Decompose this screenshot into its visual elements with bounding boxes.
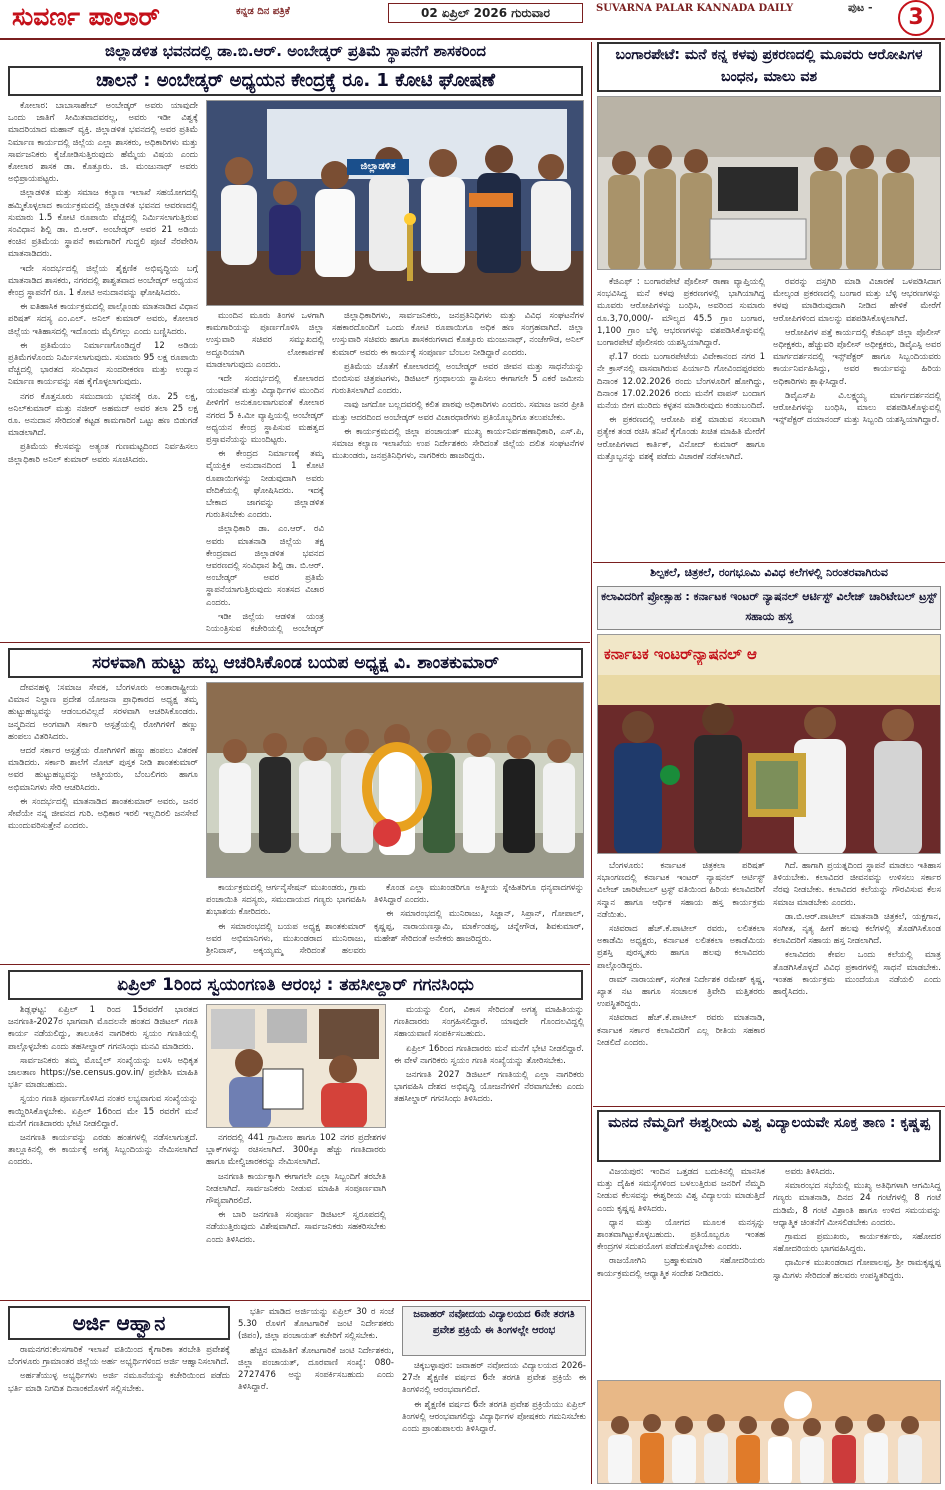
article6-column-1	[597, 1166, 765, 1376]
article6-column-2	[773, 1166, 941, 1376]
article6-photo	[597, 1380, 941, 1484]
issue-date: 02 ಏಪ್ರಿಲ್ 2026 ಗುರುವಾರ	[388, 3, 583, 23]
article3-paragraph: ಕಲಾವಿದರು ಕೇವಲ ಒಂದು ಕಲೆಯಲ್ಲಿ ಮಾತ್ರ ತೊಡಗಿಸಿಕೊಳ್ಳದೆ ವಿವಿಧ ಪ್ರಕಾರಗಳಲ್ಲಿ ಸಾಧನೆ ಮಾಡಬೇಕು. ಇಂತಹ ಕಾರ್ಯಕ್ರಮ ಮುಂದೆಯೂ ನಡೆಯಲಿ ಎಂದು ಹಾರೈಸಿದರು.	[773, 950, 941, 998]
article1-photo-banner: ಜಿಲ್ಲಾಡಳಿತ	[347, 159, 409, 175]
article-application-invite	[0, 1302, 398, 1488]
article1-paragraph: ಈ ಕೇಂದ್ರದ ನಿರ್ಮಾಣಕ್ಕೆ ತಮ್ಮ ವೈಯಕ್ತಿಕ ಅನುದಾನದಿಂದ 1 ಕೋಟಿ ರೂಪಾಯಿಗಳನ್ನು ನೀಡುವುದಾಗಿ ಅವರು ವೇದಿಕೆಯಲ್ಲಿ ಘೋಷಿಸಿದರು. ಇದಕ್ಕೆ ಬೇಕಾದ ಜಾಗವನ್ನು ಜಿಲ್ಲಾಡಳಿತ ಗುರುತಿಸಬೇಕು ಎಂದರು.	[206, 449, 324, 521]
article2-column-1	[597, 276, 765, 558]
article4-column-3	[374, 882, 584, 958]
article1-paragraph: ಜಿಲ್ಲಾಧಿಕಾರಿಗಳು, ಸಾರ್ವಜನಿಕರು, ಜನಪ್ರತಿನಿಧಿಗಳು ಮತ್ತು ವಿವಿಧ ಸಂಘಟನೆಗಳ ಸಹಕಾರದೊಂದಿಗೆ ಒಂದು ಕೋಟಿ ರೂಪಾಯಿಗೂ ಅಧಿಕ ಹಣ ಸಂಗ್ರಹವಾಗಿದೆ. ಜಿಲ್ಲಾ ಉಸ್ತುವಾರಿ ಸಚಿವರು ಹಾಗೂ ಶಾಸಕರುಗಳಾದ ಕೊತ್ತೂರು ಮಂಜುನಾಥ್, ನಂಜೇಗೌಡ, ಅನಿಲ್ ಕುಮಾರ್ ಅವರು ಈ ಕಾರ್ಯಕ್ಕೆ ಸಂಪೂರ್ಣ ಬೆಂಬಲ ನೀಡಿದ್ದಾರೆ ಎಂದರು.	[332, 311, 584, 358]
article2-paragraph: ರವರನ್ನು ದಸ್ತಗಿರಿ ಮಾಡಿ ವಿಚಾರಣೆ ಒಳಪಡಿಸಿದಾಗ ಮೇಲ್ಕಂಡ ಪ್ರಕರಣದಲ್ಲಿ ಬಂಗಾರ ಮತ್ತು ಬೆಳ್ಳಿ ಆಭರಣಗಳನ್ನು ಕಳವು ಮಾಡಿರುವುದಾಗಿ ನೀಡಿದ ಹೇಳಿಕೆ ಮೇರೆಗೆ ಆರೋಪಿಗಳಿಂದ ಮಾಲನ್ನು ವಶಪಡಿಸಿಕೊಳ್ಳಲಾಗಿದೆ.	[773, 277, 941, 324]
article8-column-1	[402, 1360, 586, 1486]
article1-column-3	[332, 310, 584, 634]
article1-paragraph: ಈ ಪ್ರತಿಮೆಯು ನಿರ್ಮಾಣಗೊಂಡಿದ್ದರೆ 12 ಅಡಿಯ ಪ್ರತಿಮೆಗಳೊಂದು ನಿರ್ಮಿಸಲಾಗುವುದು. ಸುಮಾರು 95 ಲಕ್ಷ ರೂಪಾಯಿ ವೆಚ್ಚದಲ್ಲಿ ಭಾರತದ ಸಂವಿಧಾನ ಸುಂದರೀಕರಣ ಮತ್ತು ಉದ್ಯಾನ ನಿರ್ಮಾಣ ಕಾರ್ಯವನ್ನು ಸಹ ಕೈಗೊಳ್ಳಲಾಗುವುದು.	[8, 340, 198, 388]
article1-paragraph: ಈ ಕಾರ್ಯಕ್ರಮದಲ್ಲಿ ಜಿಲ್ಲಾ ಪಂಚಾಯತ್ ಮುಖ್ಯ ಕಾರ್ಯನಿರ್ವಹಣಾಧಿಕಾರಿ, ಎಸ್.ಪಿ, ಸಮಾಜ ಕಲ್ಯಾಣ ಇಲಾಖೆಯ ಉಪ ನಿರ್ದೇಶಕರು ಸೇರಿದಂತೆ ಜಿಲ್ಲೆಯ ದಲಿತ ಸಂಘಟನೆಗಳ ಮುಖಂಡರು, ಜನಪ್ರತಿನಿಧಿಗಳು, ನಾಗರಿಕರು ಹಾಜರಿದ್ದರು.	[332, 426, 584, 462]
article7-paragraph: ಹೆಚ್ಚಿನ ಮಾಹಿತಿಗೆ ತೋಟಗಾರಿಕೆ ಜಂಟಿ ನಿರ್ದೇಶಕರು, ಜಿಲ್ಲಾ ಪಂಚಾಯತ್, ದೂರವಾಣಿ ಸಂಖ್ಯೆ: 080-2727476 ಅನ್ನು ಸಂಪರ್ಕಿಸಬಹುದು ಎಂದು ತಿಳಿಸಿದ್ದಾರೆ.	[238, 1345, 394, 1393]
newspaper-title: ಸುವರ್ಣ ಪಾಲಾರ್	[12, 2, 160, 31]
article7-paragraph: ರಾಮನಗರ:ಕೆಲಸಗಾರಿಕೆ ಇಲಾಖೆ ವತಿಯಿಂದ ಕೈಗಾರಿಕಾ ತರಬೇತಿ ಪ್ರವೇಶಕ್ಕೆ ಬೆಂಗಳೂರು ಗ್ರಾಮಾಂತರ ಜಿಲ್ಲೆಯ ಅರ್ಹ ಅಭ್ಯರ್ಥಿಗಳಿಂದ ಅರ್ಜಿ ಆಹ್ವಾನಿಸಲಾಗಿದೆ.	[8, 1345, 230, 1368]
article4-column-2	[206, 882, 366, 958]
article8-paragraph: ಈ ಶೈಕ್ಷಣಿಕ ವರ್ಷದ 6ನೇ ತರಗತಿ ಪ್ರವೇಶ ಪ್ರಕ್ರಿಯೆಯು ಏಪ್ರಿಲ್ ತಿಂಗಳಲ್ಲಿ ಆರಂಭವಾಗಲಿದ್ದು ವಿದ್ಯಾರ್ಥಿಗಳ ಪೋಷಕರು ಗಮನಿಸಬೇಕು ಎಂದು ಪ್ರಾಂಶುಪಾಲರು ತಿಳಿಸಿದ್ದಾರೆ.	[402, 1399, 586, 1435]
article4-paragraph: ಈ ಸಂದರ್ಭದಲ್ಲಿ ಮಾತನಾಡಿದ ಶಾಂತಕುಮಾರ್ ಅವರು, ಜನರ ಸೇವೆಯೇ ನನ್ನ ಜೀವನದ ಗುರಿ. ಅಧಿಕಾರ ಇರಲಿ ಇಲ್ಲದಿರಲಿ ಜನಸೇವೆ ಮುಂದುವರಿಸುತ್ತೇನೆ ಎಂದರು.	[8, 796, 198, 832]
article2-paragraph: ಫೆ.17 ರಂದು ಬಂಗಾರಪೇಟೆಯ ವಿವೇಕಾನಂದ ನಗರ 1 ನೇ ಕ್ರಾಸ್‌ನಲ್ಲಿ ವಾಸವಾಗಿರುವ ಪಿರ್ಯಾದಿ ಗೋವಿಂದಪ್ಪರವರು ದಿನಾಂಕ 12.02.2026 ರಂದು ಬೆಂಗಳೂರಿಗೆ ಹೋಗಿದ್ದು, ದಿನಾಂಕ 17.02.2026 ರಂದು ಮನೆಗೆ ವಾಪಸ್ ಬಂದಾಗ ಮನೆಯ ಬೀಗ ಮುರಿದು ಕಳ್ಳತನ ಮಾಡಿರುವುದು ಕಂಡುಬಂದಿದೆ.	[597, 352, 765, 412]
article5-paragraph: ನಗರದಲ್ಲಿ 441 ಗ್ರಾಮೀಣ ಹಾಗೂ 102 ನಗರ ಪ್ರದೇಶಗಳ ಬ್ಲಾಕ್‌ಗಳನ್ನು ರಚಿಸಲಾಗಿದೆ. 300ಕ್ಕೂ ಹೆಚ್ಚು ಗಣತಿದಾರರು ಹಾಗೂ ಮೇಲ್ವಿಚಾರಕರನ್ನು ನೇಮಿಸಲಾಗಿದೆ.	[206, 1133, 386, 1168]
article2-paragraph: ಈ ಪ್ರಕರಣದಲ್ಲಿ ಆರೋಪಿ ಪತ್ತೆ ಮಾಡುವ ಸಲುವಾಗಿ ಪ್ರತ್ಯೇಕ ತಂಡ ರಚಿಸಿ ತನಿಖೆ ಕೈಗೊಂಡು ಖಚಿತ ಮಾಹಿತಿ ಮೇರೆಗೆ ಆರೋಪಿಗಳಾದ ಕಾರ್ತಿಕ್, ವಿನೋದ್ ಕುಮಾರ್ ಹಾಗೂ ಮತ್ತೊಬ್ಬನನ್ನು ವಶಕ್ಕೆ ಪಡೆದು ವಿಚಾರಣೆ ನಡೆಸಲಾಗಿದೆ.	[597, 415, 765, 462]
article4-paragraph: ದೇವನಹಳ್ಳಿ :ಸಮಾಜ ಸೇವಕ, ಬೆಂಗಳೂರು ಅಂತಾರಾಷ್ಟ್ರೀಯ ವಿಮಾನ ನಿಲ್ದಾಣ ಪ್ರದೇಶ ಯೋಜನಾ ಪ್ರಾಧಿಕಾರದ ಅಧ್ಯಕ್ಷ ತಮ್ಮ ಹುಟ್ಟುಹಬ್ಬವನ್ನು ಆಡಂಬರವಿಲ್ಲದೆ ಸರಳವಾಗಿ ಆಚರಿಸಿಕೊಂಡರು. ಜನ್ಮದಿನದ ಅಂಗವಾಗಿ ಸರ್ಕಾರಿ ಆಸ್ಪತ್ರೆಯಲ್ಲಿ ರೋಗಿಗಳಿಗೆ ಹಣ್ಣು ಹಂಪಲು ವಿತರಿಸಿದರು.	[8, 683, 198, 742]
article4-headline: ಸರಳವಾಗಿ ಹುಟ್ಟು ಹಬ್ಬ ಆಚರಿಸಿಕೊಂಡ ಬಯಪ ಅಧ್ಯಕ್ಷ ವಿ. ಶಾಂತಕುಮಾರ್	[8, 648, 583, 678]
newspaper-tagline: ಕನ್ನಡ ದಿನ ಪತ್ರಿಕೆ	[236, 6, 290, 17]
article7-headline: ಅರ್ಜಿ ಆಹ್ವಾನ	[8, 1306, 230, 1340]
article5-headline: ಏಪ್ರಿಲ್ 1ರಿಂದ ಸ್ವಯಂಗಣತಿ ಆರಂಭ : ತಹಸೀಲ್ದಾರ್ ಗಗನಸಿಂಧು	[8, 970, 583, 1000]
article5-paragraph: ಮಯನ್ನು ಲಿಂಗ, ವಿಕಾಸ ಸೇರಿದಂತೆ ಅಗತ್ಯ ಮಾಹಿತಿಯನ್ನು ಗಣತಿದಾರರು ಸಂಗ್ರಹಿಸಲಿದ್ದಾರೆ. ಯಾವುದೇ ಗೊಂದಲವಿದ್ದಲ್ಲಿ ಸಹಾಯವಾಣಿ ಸಂಪರ್ಕಿಸಬಹುದು.	[394, 1005, 584, 1040]
article2-column-2	[773, 276, 941, 558]
article1-paragraph: ಪ್ರತಿಮೆಯ ಕೆಲಸವನ್ನು ಅತ್ಯಂತ ಗುಣಮಟ್ಟದಿಂದ ನಿರ್ವಹಿಸಲು ಜಿಲ್ಲಾಧಿಕಾರಿ ಅನಿಲ್ ಕುಮಾರ್ ಅವರು ಸೂಚಿಸಿದರು.	[8, 442, 198, 465]
census-officials-image	[207, 1005, 386, 1128]
article6-paragraph: ಅವರು ತಿಳಿಸಿದರು.	[785, 1167, 836, 1177]
article4-paragraph: ಆದರೆ ಸರ್ಕಾರ ಆಸ್ಪತ್ರೆಯ ರೋಗಿಗಳಿಗೆ ಹಣ್ಣು ಹಂಪಲು ವಿತರಣೆ ಮಾಡಿದರು. ಸರ್ಕಾರಿ ಶಾಲೆಗೆ ನೋಟ್ ಪುಸ್ತಕ ನೀಡಿ ಶಾಂತಕುಮಾರ್ ಅವರ ಹುಟ್ಟುಹಬ್ಬವನ್ನು ಆತ್ಮೀಯರು, ಬೆಂಬಲಿಗರು ಹಾಗೂ ಅಭಿಮಾನಿಗಳು ಸೇರಿ ಆಚರಿಸಿದರು.	[8, 746, 198, 793]
article4-column-1	[8, 682, 198, 958]
article3-photo-banner: ಕರ್ನಾಟಕ ಇಂಟರ್‌ನ್ಯಾಷನಲ್ ಆ	[604, 645, 757, 663]
article-artist-village-trust	[593, 564, 945, 1104]
article1-paragraph: ಪ್ರತಿಮೆಯ ಜೊತೆಗೆ ಕೋಲಾರದಲ್ಲಿ ಅಂಬೇಡ್ಕರ್ ಅವರ ಜೀವನ ಮತ್ತು ಸಾಧನೆಯನ್ನು ಬಿಂಬಿಸುವ ಚಿತ್ರಪಟಗಳು, ಡಿಜಿಟಲ್ ಗ್ರಂಥಾಲಯ ಸ್ಥಾಪಿಸಲು ಈಗಾಗಲೇ 5 ಎಕರೆ ಜಮೀನು ಗುರುತಿಸಲಾಗಿದೆ ಎಂದರು.	[332, 361, 584, 397]
article5-paragraph: ಸಾರ್ವಜನಿಕರು ತಮ್ಮ ಮೊಬೈಲ್ ಸಂಖ್ಯೆಯನ್ನು ಬಳಸಿ ಅಧಿಕೃತ ಜಾಲತಾಣ https://se.census.gov.in/ ಪ್ರವೇಶಿಸಿ ಮಾಹಿತಿ ಭರ್ತಿ ಮಾಡಬಹುದು.	[8, 1055, 198, 1091]
article5-paragraph: ಜನಗಣತಿ ಕಾರ್ಯವನ್ನು ಎರಡು ಹಂತಗಳಲ್ಲಿ ನಡೆಸಲಾಗುತ್ತದೆ. ತಾಲ್ಲೂಕಿನಲ್ಲಿ ಈ ಕಾರ್ಯಕ್ಕೆ ಅಗತ್ಯ ಸಿಬ್ಬಂದಿಯನ್ನು ನೇಮಿಸಲಾಗಿದೆ ಎಂದರು.	[8, 1133, 198, 1168]
article1-paragraph: ಇದೇ ಸಂದರ್ಭದಲ್ಲಿ ಜಿಲ್ಲೆಯ ಶೈಕ್ಷಣಿಕ ಅಭಿವೃದ್ಧಿಯ ಬಗ್ಗೆ ಮಾತನಾಡಿದ ಶಾಸಕರು, ನಗರದಲ್ಲಿ ಶಾಶ್ವತವಾದ ಅಂಬೇಡ್ಕರ್ ಅಧ್ಯಯನ ಕೇಂದ್ರ ಸ್ಥಾಪನೆಗೆ ರೂ. 1 ಕೋಟಿ ಅನುದಾನವನ್ನು ಘೋಷಿಸಿದರು.	[8, 263, 198, 299]
article1-paragraph: ನಗರ ಕೊತ್ತನೂರು ಸಮುದಾಯ ಭವನಕ್ಕೆ ರೂ. 25 ಲಕ್ಷ, ಅನಿಲ್‌ಕುಮಾರ್ ಮತ್ತು ನಜೀರ್ ಅಹಮದ್ ಅವರ ತಲಾ 25 ಲಕ್ಷ ರೂ. ಅನುದಾನ ಸೇರಿದಂತೆ ಕಟ್ಟಡ ಕಾಮಗಾರಿಗೆ ಒಟ್ಟು ಹಣ ಬಿಡುಗಡೆ ಮಾಡಲಾಗಿದೆ.	[8, 391, 198, 439]
article3-column-2	[773, 860, 941, 1102]
article6-paragraph: ವಿಜಯಪುರ: ಇಂದಿನ ಒತ್ತಡದ ಬದುಕಿನಲ್ಲಿ ಮಾನಸಿಕ ಮತ್ತು ದೈಹಿಕ ಸಮಸ್ಯೆಗಳಿಂದ ಬಳಲುತ್ತಿರುವ ಜನರಿಗೆ ನೆಮ್ಮದಿ ನೀಡುವ ಕೆಲಸವನ್ನು ಈಶ್ವರೀಯ ವಿಶ್ವ ವಿದ್ಯಾಲಯ ಮಾಡುತ್ತಿದೆ ಎಂದು ಕೃಷ್ಣಪ್ಪ ತಿಳಿಸಿದರು.	[597, 1167, 765, 1214]
article6-paragraph: ಸಮಾರಂಭದ ಸಭೆಯಲ್ಲಿ ಮುಖ್ಯ ಅತಿಥಿಗಳಾಗಿ ಆಗಮಿಸಿದ್ದ ಗಣ್ಯರು ಮಾತನಾಡಿ, ದಿನದ 24 ಗಂಟೆಗಳಲ್ಲಿ 8 ಗಂಟೆ ದುಡಿಮೆ, 8 ಗಂಟೆ ವಿಶ್ರಾಂತಿ ಹಾಗೂ ಉಳಿದ ಸಮಯವನ್ನು ಆಧ್ಯಾತ್ಮಿಕ ಚಿಂತನೆಗೆ ಮೀಸಲಿಡಬೇಕು ಎಂದರು.	[773, 1181, 941, 1228]
article1-paragraph: ಇಡೀ ಜಿಲ್ಲೆಯ ಆಡಳಿತ ಯಂತ್ರ ನಿಯಂತ್ರಿಸುವ ಕಚೇರಿಯಲ್ಲಿ ಅಂಬೇಡ್ಕರ್	[206, 611, 324, 634]
article6-headline: ಮನದ ನೆಮ್ಮದಿಗೆ ಈಶ್ವರೀಯ ವಿಶ್ವ ವಿದ್ಯಾಲಯವೇ ಸೂಕ್ತ ತಾಣ : ಕೃಷ್ಣಪ್ಪ	[597, 1110, 941, 1162]
article5-paragraph: ಈ ಬಾರಿ ಜನಗಣತಿ ಸಂಪೂರ್ಣ ಡಿಜಿಟಲ್ ಸ್ವರೂಪದಲ್ಲಿ ನಡೆಯುತ್ತಿರುವುದು ವಿಶೇಷವಾಗಿದೆ. ಸಾರ್ವಜನಿಕರು ಸಹಕರಿಸಬೇಕು ಎಂದು ತಿಳಿಸಿದರು.	[206, 1210, 386, 1245]
article6-paragraph: ಗ್ರಾಮದ ಪ್ರಮುಖರು, ಕಾರ್ಯಕರ್ತರು, ಸಹೋದರ ಸಹೋದರಿಯರು ಭಾಗವಹಿಸಿದ್ದರು.	[773, 1232, 941, 1255]
article5-paragraph: ಜನಗಣತಿ 2027 ಡಿಜಿಟಲ್ ಗಣತಿಯಲ್ಲಿ ಎಲ್ಲಾ ನಾಗರಿಕರು ಭಾಗವಹಿಸಿ ದೇಶದ ಅಭಿವೃದ್ಧಿ ಯೋಜನೆಗಳಿಗೆ ನೆರವಾಗಬೇಕು ಎಂದು ತಹಸೀಲ್ದಾರ್ ಗಗನಸಿಂಧು ತಿಳಿಸಿದರು.	[394, 1070, 584, 1105]
article-census-self-enumeration	[0, 966, 590, 1298]
article6-paragraph: ರಾಜಯೋಗಿನಿ ಬ್ರಹ್ಮಾಕುಮಾರಿ ಸಹೋದರಿಯರು ಕಾರ್ಯಕ್ರಮದಲ್ಲಿ ಆಧ್ಯಾತ್ಮಿಕ ಸಂದೇಶ ನೀಡಿದರು.	[597, 1256, 765, 1279]
article5-paragraph: ಶಿಡ್ಲಘಟ್ಟ: ಏಪ್ರಿಲ್ 1 ರಿಂದ 15ರವರೆಗೆ ಭಾರತದ ಜನಗಣತಿ-2027ರ ಭಾಗವಾಗಿ ಮೊದಲನೇ ಹಂತದ ಡಿಜಿಟಲ್ ಗಣತಿ ಕಾರ್ಯ ನಡೆಯಲಿದ್ದು, ತಾಲೂಕಿನ ನಾಗರಿಕರು ಸ್ವಯಂ ಗಣತಿಯಲ್ಲಿ ಪಾಲ್ಗೊಳ್ಳಬೇಕು ಎಂದು ತಹಸೀಲ್ದಾರ್ ಗಗನಸಿಂಧು ಮನವಿ ಮಾಡಿದರು.	[8, 1005, 198, 1052]
page-number: 3	[898, 0, 934, 36]
article3-paragraph: ಸಚಿವರಾದ ಹೆಚ್.ಕೆ.ಪಾಟೀಲ್ ರವರು, ಲಲಿತಕಲಾ ಅಕಾಡೆಮಿ ಅಧ್ಯಕ್ಷರು, ಕರ್ನಾಟಕ ಲಲಿತಕಲಾ ಅಕಾಡೆಮಿಯ ಪ್ರಶಸ್ತಿ ಪುರಸ್ಕೃತರು ಹಾಗೂ ಹಲವು ಕಲಾವಿದರು ಪಾಲ್ಗೊಂಡಿದ್ದರು.	[597, 924, 765, 971]
section-divider	[0, 1300, 590, 1301]
section-divider	[593, 562, 945, 563]
article8-paragraph: ಚಿಕ್ಕಬಳ್ಳಾಪುರ: ಜವಾಹರ್ ನವೋದಯ ವಿದ್ಯಾಲಯದ 2026-27ನೇ ಶೈಕ್ಷಣಿಕ ವರ್ಷದ 6ನೇ ತರಗತಿ ಪ್ರವೇಶ ಪ್ರಕ್ರಿಯೆ ಈ ತಿಂಗಳಿನಲ್ಲಿ ಆರಂಭವಾಗಲಿದೆ.	[402, 1361, 586, 1396]
article1-column-2	[206, 310, 324, 634]
section-divider	[0, 964, 590, 965]
section-divider	[593, 1106, 945, 1107]
article3-paragraph: ಸಚಿವರಾದ ಹೆಚ್.ಕೆ.ಪಾಟೀಲ್ ರವರು ಮಾತನಾಡಿ, ಕರ್ನಾಟಕ ಸರ್ಕಾರ ಕಲಾವಿದರಿಗೆ ಎಲ್ಲ ರೀತಿಯ ಸಹಕಾರ ನೀಡಲಿದೆ ಎಂದರು.	[597, 1013, 765, 1048]
article2-headline: ಬಂಗಾರಪೇಟೆ: ಮನೆ ಕನ್ನ ಕಳವು ಪ್ರಕರಣದಲ್ಲಿ ಮೂವರು ಆರೋಪಿಗಳ ಬಂಧನ, ಮಾಲು ವಶ	[597, 42, 941, 92]
article5-column-3	[394, 1004, 584, 1294]
article2-paragraph: ಕೆಜಿಎಫ್ : ಬಂಗಾರಪೇಟೆ ಪೊಲೀಸ್ ಠಾಣಾ ವ್ಯಾಪ್ತಿಯಲ್ಲಿ ಸಂಭವಿಸಿದ್ದ ಮನೆ ಕಳವು ಪ್ರಕರಣಗಳಲ್ಲಿ ಭಾಗಿಯಾಗಿದ್ದ ಮೂವರು ಆರೋಪಿಗಳನ್ನು ಬಂಧಿಸಿ, ಅವರಿಂದ ಸುಮಾರು ರೂ.3,70,000/- ಮೌಲ್ಯದ 45.5 ಗ್ರಾಂ ಬಂಗಾರ, 1,100 ಗ್ರಾಂ ಬೆಳ್ಳಿ ಆಭರಣಗಳನ್ನು ವಶಪಡಿಸಿಕೊಳ್ಳುವಲ್ಲಿ ಬಂಗಾರಪೇಟೆ ಪೊಲೀಸರು ಯಶಸ್ವಿಯಾಗಿದ್ದಾರೆ.	[597, 277, 765, 349]
article3-kicker: ಶಿಲ್ಪಕಲೆ, ಚಿತ್ರಕಲೆ, ರಂಗಭೂಮಿ ವಿವಿಧ ಕಲೆಗಳಲ್ಲಿ ನಿರಂತರವಾಗಿರುವ	[650, 566, 888, 579]
article1-kicker: ಜಿಲ್ಲಾಡಳಿತ ಭವನದಲ್ಲಿ ಡಾ.ಬಿ.ಆರ್. ಅಂಬೇಡ್ಕರ್ ಪ್ರತಿಮೆ ಸ್ಥಾಪನೆಗೆ ಶಾಸಕರಿಂದ	[105, 42, 486, 60]
article-bangarapete-theft	[593, 40, 945, 560]
article1-paragraph: ನಾವು ಜಗದೋ ಬಲ್ಲದವರಲ್ಲಿ ಕಲಿತ ಪಾಠವು ಅಧಿಕಾರಿಗಳು ಎಂದರು. ಸಮಾಜ ಜನರ ಪ್ರೀತಿ ಮತ್ತು ಆದರದಿಂದ ಅಂಬೇಡ್ಕರ್ ಅವರ ವಿಚಾರಧಾರೆಗಳು ಪ್ರತಿಯೊಬ್ಬರಿಗೂ ತಲುಪಬೇಕು.	[332, 400, 584, 423]
article-shanthakumar-birthday	[0, 644, 590, 962]
article1-paragraph: ಮುಂದಿನ ಮೂರು ತಿಂಗಳ ಒಳಗಾಗಿ ಕಾಮಗಾರಿಯನ್ನು ಪೂರ್ಣಗೊಳಿಸಿ ಜಿಲ್ಲಾ ಉಸ್ತುವಾರಿ ಸಚಿವರ ಸಮ್ಮುಖದಲ್ಲಿ ಅದ್ದೂರಿಯಾಗಿ ಲೋಕಾರ್ಪಣೆ ಮಾಡಲಾಗುವುದು ಎಂದರು.	[206, 311, 324, 370]
newspaper-english-title: SUVARNA PALAR KANNADA DAILY	[596, 3, 794, 14]
article1-paragraph: ಈ ಐತಿಹಾಸಿಕ ಕಾರ್ಯಕ್ರಮದಲ್ಲಿ ಪಾಲ್ಗೊಂಡು ಮಾತನಾಡಿದ ವಿಧಾನ ಪರಿಷತ್ ಸದಸ್ಯ ಎಂ.ಎಲ್. ಅನಿಲ್ ಕುಮಾರ್ ಅವರು, ಕೋಲಾರ ಜಿಲ್ಲೆಯ ಇತಿಹಾಸದಲ್ಲಿ ಇದೊಂದು ಮೈಲಿಗಲ್ಲು ಎಂದು ಬಣ್ಣಿಸಿದರು.	[8, 302, 198, 337]
article-navodaya-admission	[400, 1302, 590, 1488]
article3-paragraph: ಗಿದೆ. ಹಾಗಾಗಿ ಪ್ರಯತ್ನದಿಂದ ಸ್ಥಾಪನೆ ಮಾಡಲು ಇತಿಹಾಸ ತಿಳಿಯಬೇಕು. ಕಲಾವಿದರ ಜೀವನವನ್ನು ಉಳಿಸಲು ಸರ್ಕಾರ ನೆರವು ನೀಡಬೇಕು. ಕಲಾವಿದರ ಕಲೆಯನ್ನು ಗೌರವಿಸುವ ಕೆಲಸ ಸಮಾಜ ಮಾಡಬೇಕು ಎಂದರು.	[773, 861, 941, 908]
section-divider	[0, 642, 590, 643]
lamp-lighting-ceremony-image	[207, 101, 584, 306]
article7-column-2	[238, 1306, 394, 1486]
article1-paragraph: ಜಿಲ್ಲಾಧಿಕಾರಿ ಡಾ. ಎಂ.ಆರ್. ರವಿ ಅವರು ಮಾತನಾಡಿ ಜಿಲ್ಲೆಯ ತಕ್ಷ ಕೇಂದ್ರವಾದ ಜಿಲ್ಲಾಡಳಿತ ಭವನದ ಆವರಣದಲ್ಲಿ ಸಂವಿಧಾನ ಶಿಲ್ಪಿ ಡಾ. ಬಿ.ಆರ್. ಅಂಬೇಡ್ಕರ್ ಅವರ ಪ್ರತಿಮೆ ಸ್ಥಾಪನೆಯಾಗುತ್ತಿರುವುದು ಸಂತಸದ ವಿಚಾರ ಎಂದರು.	[206, 524, 324, 608]
article3-paragraph: ರಾಮ್ ನಾರಾಯಣ್, ಸಂಗೀತ ನಿರ್ದೇಶಕ ರಮೇಶ್ ಕೃಷ್ಣ, ಖ್ಯಾತ ನಟ ಹಾಗೂ ಸಂಚಾಲಕ ತ್ರಿವೇದಿ ಮತ್ತಿತರರು ಉಪಸ್ಥಿತರಿದ್ದರು.	[597, 974, 765, 1010]
article1-headline: ಚಾಲನೆ : ಅಂಬೇಡ್ಕರ್ ಅಧ್ಯಯನ ಕೇಂದ್ರಕ್ಕೆ ರೂ. 1 ಕೋಟಿ ಘೋಷಣೆ	[8, 66, 583, 96]
article5-column-2	[206, 1132, 386, 1294]
article3-column-1	[597, 860, 765, 1102]
article5-paragraph: ಸ್ವಯಂ ಗಣತಿ ಪೂರ್ಣಗೊಳಿಸಿದ ನಂತರ ಲಭ್ಯವಾಗುವ ಸಂಖ್ಯೆಯನ್ನು ಕಾಯ್ದಿರಿಸಿಕೊಳ್ಳಬೇಕು. ಏಪ್ರಿಲ್ 16ರಿಂದ ಮೇ 15 ರವರೆಗೆ ಮನೆ ಮನೆಗೆ ಗಣತಿದಾರರು ಭೇಟಿ ನೀಡಲಿದ್ದಾರೆ.	[8, 1094, 198, 1129]
article4-paragraph: ಕಾರ್ಯಕ್ರಮದಲ್ಲಿ ಆರ್ಗನೈಸೇಷನ್ ಮುಖಂಡರು, ಗ್ರಾಮ ಪಂಚಾಯಿತಿ ಸದಸ್ಯರು, ಸಮುದಾಯದ ಗಣ್ಯರು ಭಾಗವಹಿಸಿ ಶುಭಾಶಯ ಕೋರಿದರು.	[206, 883, 366, 918]
article2-photo	[597, 96, 941, 270]
article3-photo	[597, 634, 941, 854]
article7-paragraph: ಭರ್ತಿ ಮಾಡಿದ ಅರ್ಜಿಯನ್ನು ಏಪ್ರಿಲ್ 30 ರ ಸಂಜೆ 5.30 ರೊಳಗೆ ತೋಟಗಾರಿಕೆ ಜಂಟಿ ನಿರ್ದೇಶಕರು (ಜಿಪಂ), ಜಿಲ್ಲಾ ಪಂಚಾಯತ್ ಕಚೇರಿಗೆ ಸಲ್ಲಿಸಬೇಕು.	[238, 1307, 394, 1342]
article3-headline: ಕಲಾವಿದರಿಗೆ ಪ್ರೋತ್ಸಾಹ : ಕರ್ನಾಟಕ ಇಂಟರ್ ನ್ಯಾಷನಲ್ ಆರ್ಟಿಸ್ಟ್ ವಿಲೇಜ್ ಚಾರಿಟೇಬಲ್ ಟ್ರಸ್ಟ್ ಸಹಾಯ ಹಸ್ತ	[597, 586, 941, 630]
article3-paragraph: ಬೆಂಗಳೂರು: ಕರ್ನಾಟಕ ಚಿತ್ರಕಲಾ ಪರಿಷತ್ ಸಭಾಂಗಣದಲ್ಲಿ ಕರ್ನಾಟಕ ಇಂಟರ್ ನ್ಯಾಷನಲ್ ಆರ್ಟಿಸ್ಟ್ ವಿಲೇಜ್ ಚಾರಿಟೇಬಲ್ ಟ್ರಸ್ಟ್ ವತಿಯಿಂದ ಹಿರಿಯ ಕಲಾವಿದರಿಗೆ ಸನ್ಮಾನ ಹಾಗೂ ಆರ್ಥಿಕ ಸಹಾಯ ಹಸ್ತ ಕಾರ್ಯಕ್ರಮ ನಡೆಯಿತು.	[597, 861, 765, 920]
masthead	[0, 0, 945, 40]
artist-felicitation-image	[598, 635, 941, 854]
police-recovery-image	[598, 97, 941, 270]
article4-photo	[206, 682, 584, 878]
article7-column-1	[8, 1344, 230, 1486]
article2-paragraph: ಡಿವೈಎಸ್‌ಪಿ ವಿ.ಲಕ್ಷ್ಮಯ್ಯ ಮಾರ್ಗದರ್ಶನದಲ್ಲಿ ಆರೋಪಿಗಳನ್ನು ಬಂಧಿಸಿ, ಮಾಲು ವಶಪಡಿಸಿಕೊಳ್ಳುವಲ್ಲಿ ಇನ್ಸ್‌ಪೆಕ್ಟರ್ ದಯಾನಂದ್ ಮತ್ತು ಸಿಬ್ಬಂದಿ ಯಶಸ್ವಿಯಾಗಿದ್ದಾರೆ.	[773, 390, 941, 426]
spiritual-gathering-image	[598, 1381, 941, 1484]
article4-paragraph: ಕೊಂಡ ಎಲ್ಲಾ ಮುಖಂಡರಿಗೂ ಅತ್ಮೀಯ ಸ್ನೇಹಿತರಿಗೂ ಧನ್ಯವಾದಗಳನ್ನು ತಿಳಿಸಿದ್ದಾರೆ ಎಂದರು.	[374, 883, 584, 906]
column-divider	[591, 42, 592, 1484]
article5-paragraph: ಜನಗಣತಿ ಕಾರ್ಯಕ್ಕಾಗಿ ಈಗಾಗಲೇ ಎಲ್ಲಾ ಸಿಬ್ಬಂದಿಗೆ ತರಬೇತಿ ನೀಡಲಾಗಿದೆ. ಸಾರ್ವಜನಿಕರು ನೀಡುವ ಮಾಹಿತಿ ಸಂಪೂರ್ಣವಾಗಿ ಗೌಪ್ಯವಾಗಿರಲಿದೆ.	[206, 1171, 386, 1207]
article4-paragraph: ಈ ಸಮಾರಂಭದಲ್ಲಿ ಬಯಪ ಅಧ್ಯಕ್ಷ ಶಾಂತಕುಮಾರ್ ಅವರ ಅಭಿಮಾನಿಗಳು, ಮುಖಂಡರಾದ ಮುನಿರಾಜು, ಶ್ರೀನಿವಾಸ್, ಅಕ್ಕಯ್ಯಮ್ಮ ಸೇರಿದಂತೆ ಹಲವರು	[206, 921, 366, 957]
article1-column-1	[8, 100, 198, 634]
article4-paragraph: ಈ ಸಮಾರಂಭದಲ್ಲಿ ಮುನಿರಾಜು, ಸಿಜ್ಜಾನ್, ಸಿಪ್ರಾನ್, ಗೋಪಾಲ್, ಕೃಷ್ಣಪ್ಪ, ನಾರಾಯಣಸ್ವಾಮಿ, ಮಾರ್ಕೆಂಡಪ್ಪ, ಚನ್ನೇಗೌಡ, ಶಿವಕುಮಾರ್, ಮಹೇಶ್ ಸೇರಿದಂತೆ ಅನೇಕರು ಹಾಜರಿದ್ದರು.	[374, 909, 584, 944]
article3-paragraph: ಡಾ.ಬಿ.ಆರ್.ಪಾಟೀಲ್ ಮಾತನಾಡಿ ಚಿತ್ರಕಲೆ, ಯಕ್ಷಗಾನ, ಸಂಗೀತ, ನೃತ್ಯ ಹೀಗೆ ಹಲವು ಕಲೆಗಳಲ್ಲಿ ತೊಡಗಿಸಿಕೊಂಡ ಕಲಾವಿದರಿಗೆ ಸಹಾಯ ಹಸ್ತ ನೀಡಲಾಗಿದೆ.	[773, 911, 941, 947]
page-label: ಪುಟ -	[848, 1, 873, 14]
birthday-garland-image	[207, 683, 584, 878]
article5-paragraph: ಏಪ್ರಿಲ್ 16ರಿಂದ ಗಣತಿದಾರರು ಮನೆ ಮನೆಗೆ ಭೇಟಿ ನೀಡಲಿದ್ದಾರೆ. ಈ ವೇಳೆ ನಾಗರಿಕರು ಸ್ವಯಂ ಗಣತಿ ಸಂಖ್ಯೆಯನ್ನು ತೋರಿಸಬೇಕು.	[394, 1043, 584, 1066]
article1-paragraph: ಜಿಲ್ಲಾಡಳಿತ ಮತ್ತು ಸಮಾಜ ಕಲ್ಯಾಣ ಇಲಾಖೆ ಸಹಯೋಗದಲ್ಲಿ ಹಮ್ಮಿಕೊಳ್ಳಲಾದ ಕಾರ್ಯಕ್ರಮದಲ್ಲಿ ಜಿಲ್ಲಾಡಳಿತ ಭವನದ ಆವರಣದಲ್ಲಿ ಸುಮಾರು 1.5 ಕೋಟಿ ರೂಪಾಯಿ ವೆಚ್ಚದಲ್ಲಿ ನಿರ್ಮಿಸಲಾಗುತ್ತಿರುವ ಸಂವಿಧಾನ ಶಿಲ್ಪಿ ಡಾ. ಬಿ.ಆರ್. ಅಂಬೇಡ್ಕರ್ ಅವರ 21 ಅಡಿಯ ಕಂಚಿನ ಪ್ರತಿಮೆಯ ಸ್ಥಾಪನೆ ಕಾಮಗಾರಿಗೆ ಗುದ್ದಲಿ ಪೂಜೆ ನೆರವೇರಿಸಿ ಮಾತನಾಡಿದರು.	[8, 188, 198, 260]
article6-paragraph: ಧಾರ್ಮಿಕ ಮುಖಂಡರಾದ ಗೋಪಾಲಪ್ಪ, ಶ್ರೀ ರಾಮಕೃಷ್ಣಪ್ಪ ಸ್ವಾಮಿಗಳು ಸೇರಿದಂತೆ ಹಲವರು ಉಪಸ್ಥಿತರಿದ್ದರು.	[773, 1258, 941, 1281]
article-ambedkar-statue	[0, 40, 590, 640]
article1-paragraph: ಕೋಲಾರ: ಬಾಬಾಸಾಹೇಬ್ ಅಂಬೇಡ್ಕರ್ ಅವರು ಯಾವುದೇ ಒಂದು ಜಾತಿಗೆ ಸೀಮಿತವಾದವರಲ್ಲ, ಅವರು ಇಡೀ ವಿಶ್ವಕ್ಕೆ ಮಾದರಿಯಾದ ಮಹಾನ್ ವ್ಯಕ್ತಿ. ಜಿಲ್ಲಾಡಳಿತ ಭವನದಲ್ಲಿ ಅವರ ಪ್ರತಿಮೆ ನಿರ್ಮಾಣ ಕಾರ್ಯದಲ್ಲಿ ಜಿಲ್ಲೆಯ ಎಲ್ಲಾ ಶಾಸಕರು, ಅಧಿಕಾರಿಗಳು ಮತ್ತು ಸಾರ್ವಜನಿಕರು ಕೈಜೋಡಿಸುತ್ತಿರುವುದು ಹೆಮ್ಮೆಯ ವಿಷಯ ಎಂದು ಕೋಲಾರ ಶಾಸಕ ಡಾ. ಕೊತ್ತೂರು. ಜಿ. ಮಂಜುನಾಥ್ ಅವರು ಅಭಿಪ್ರಾಯಪಟ್ಟರು.	[8, 101, 198, 185]
article1-paragraph: ಇದೇ ಸಂದರ್ಭದಲ್ಲಿ ಕೋಲಾರದ ಯುವಜನತೆ ಮತ್ತು ವಿದ್ಯಾರ್ಥಿಗಳ ಮುಂದಿನ ಪೀಳಿಗೆಗೆ ಅನುಕೂಲವಾಗುವಂತೆ ಕೋಲಾರ ನಗರದ 5 ಕಿ.ಮೀ ವ್ಯಾಪ್ತಿಯಲ್ಲಿ ಅಂಬೇಡ್ಕರ್ ಅಧ್ಯಯನ ಕೇಂದ್ರ ಸ್ಥಾಪಿಸುವ ಮಹತ್ವದ ಪ್ರಸ್ತಾವನೆಯನ್ನು ಮುಂದಿಟ್ಟರು.	[206, 374, 324, 446]
article7-paragraph: ಅರ್ಹತೆಯುಳ್ಳ ಅಭ್ಯರ್ಥಿಗಳು ಅರ್ಜಿ ನಮೂನೆಯನ್ನು ಕಚೇರಿಯಿಂದ ಪಡೆದು ಭರ್ತಿ ಮಾಡಿ ನಿಗದಿತ ದಿನಾಂಕದೊಳಗೆ ಸಲ್ಲಿಸಬೇಕು.	[8, 1371, 230, 1394]
article2-paragraph: ಆರೋಪಿಗಳ ಪತ್ತೆ ಕಾರ್ಯದಲ್ಲಿ ಕೆಜಿಎಫ್ ಜಿಲ್ಲಾ ಪೊಲೀಸ್ ಅಧೀಕ್ಷಕರು, ಹೆಚ್ಚುವರಿ ಪೊಲೀಸ್ ಅಧೀಕ್ಷಕರು, ಡಿವೈಎಸ್ಪಿ ಅವರ ಮಾರ್ಗದರ್ಶನದಲ್ಲಿ ಇನ್ಸ್‌ಪೆಕ್ಟರ್ ಹಾಗೂ ಸಿಬ್ಬಂದಿಯವರು ಕಾರ್ಯನಿರ್ವಹಿಸಿದ್ದು, ಅವರ ಕಾರ್ಯವನ್ನು ಹಿರಿಯ ಅಧಿಕಾರಿಗಳು ಶ್ಲಾಘಿಸಿದ್ದಾರೆ.	[773, 327, 941, 387]
article5-column-1	[8, 1004, 198, 1294]
article5-photo	[206, 1004, 386, 1128]
article-brahmakumaris-peace	[593, 1108, 945, 1488]
article8-headline: ಜವಾಹರ್ ನವೋದಯ ವಿದ್ಯಾಲಯದ 6ನೇ ತರಗತಿ ಪ್ರವೇಶ ಪ್ರಕ್ರಿಯೆ ಈ ತಿಂಗಳಲ್ಲೇ ಆರಂಭ	[402, 1306, 586, 1356]
article6-paragraph: ಧ್ಯಾನ ಮತ್ತು ಯೋಗದ ಮೂಲಕ ಮನಸ್ಸನ್ನು ಶಾಂತವಾಗಿಟ್ಟುಕೊಳ್ಳಬಹುದು. ಪ್ರತಿಯೊಬ್ಬರೂ ಇಂತಹ ಕೇಂದ್ರಗಳ ಸದುಪಯೋಗ ಪಡೆದುಕೊಳ್ಳಬೇಕು ಎಂದರು.	[597, 1217, 765, 1253]
article1-photo	[206, 100, 584, 306]
